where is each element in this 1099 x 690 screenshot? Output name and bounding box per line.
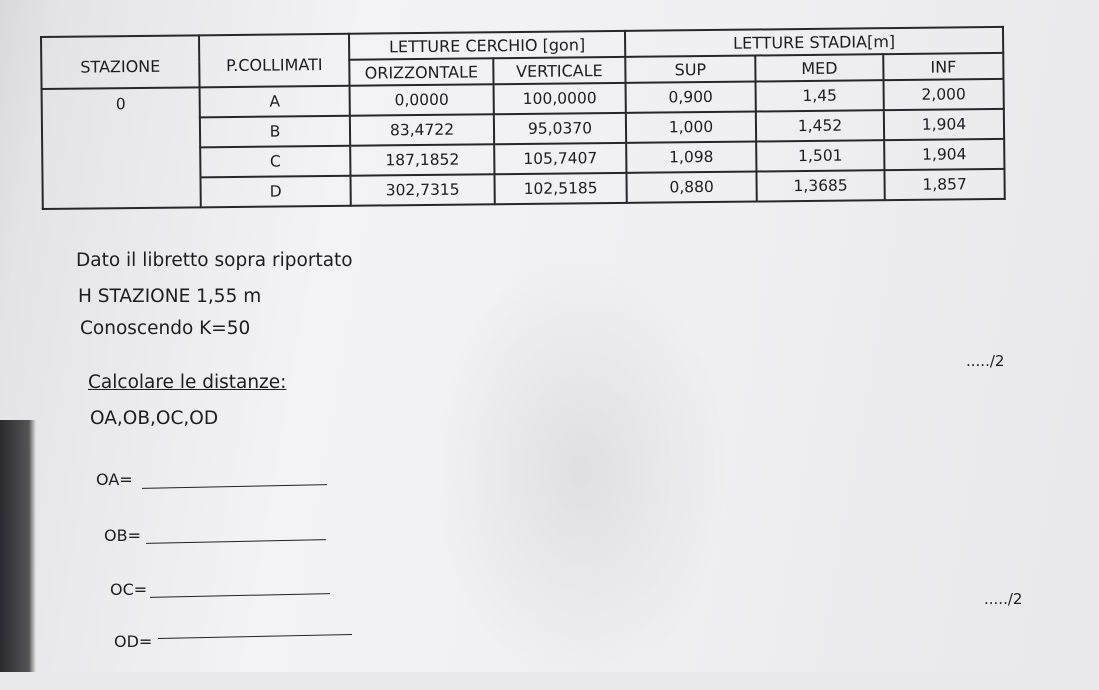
task-title: Calcolare le distanze: [88, 372, 287, 393]
orizzontale-cell: 83,4722 [350, 114, 494, 146]
orizzontale-cell: 302,7315 [350, 174, 494, 206]
score-first: ...../2 [966, 352, 1005, 370]
verticale-cell: 102,5185 [494, 173, 626, 204]
punto-cell: D [200, 176, 350, 208]
answer-label-oa: OA= [96, 470, 133, 489]
verticale-cell: 105,7407 [494, 143, 626, 174]
answer-label-oc: OC= [110, 580, 148, 599]
inf-cell: 1,904 [884, 139, 1004, 170]
answer-label-od: OD= [114, 632, 153, 651]
header-orizzontale: ORIZZONTALE [349, 58, 493, 86]
score-second: ...../2 [984, 590, 1023, 608]
header-verticale: VERTICALE [493, 57, 625, 84]
med-cell: 1,501 [756, 140, 884, 171]
orizzontale-cell: 0,0000 [350, 84, 494, 116]
med-cell: 1,3685 [756, 170, 884, 201]
punto-cell: B [200, 116, 350, 148]
med-cell: 1,452 [756, 110, 884, 141]
punto-cell: A [200, 86, 350, 118]
orizzontale-cell: 187,1852 [350, 144, 494, 176]
paper-shadow [430, 250, 730, 690]
sup-cell: 1,098 [626, 142, 756, 173]
task-subtitle: OA,OB,OC,OD [90, 408, 219, 429]
sup-cell: 0,880 [626, 172, 756, 203]
header-inf: INF [883, 53, 1003, 80]
sup-cell: 0,900 [626, 82, 756, 113]
answer-label-ob: OB= [104, 526, 141, 545]
given-line-1: Dato il libretto sopra riportato [76, 250, 353, 271]
inf-cell: 1,904 [884, 109, 1004, 140]
med-cell: 1,45 [756, 80, 884, 111]
header-p-collimati: P.COLLIMATI [199, 34, 350, 88]
given-line-2: H STAZIONE 1,55 m [78, 286, 262, 307]
field-book-table [40, 26, 1006, 210]
given-line-3: Conoscendo K=50 [80, 318, 251, 339]
desk-edge [0, 420, 36, 672]
header-sup: SUP [625, 56, 755, 83]
punto-cell: C [200, 146, 350, 178]
inf-cell: 1,857 [884, 169, 1004, 200]
header-med: MED [755, 54, 883, 81]
verticale-cell: 95,0370 [494, 113, 626, 144]
inf-cell: 2,000 [884, 79, 1004, 110]
verticale-cell: 100,0000 [494, 83, 626, 114]
sup-cell: 1,000 [626, 112, 756, 143]
header-stazione: STAZIONE [41, 35, 200, 89]
header-letture-cerchio: LETTURE CERCHIO [gon] [349, 31, 625, 60]
header-letture-stadia: LETTURE STADIA[m] [625, 27, 1003, 57]
station-cell: 0 [42, 87, 201, 209]
